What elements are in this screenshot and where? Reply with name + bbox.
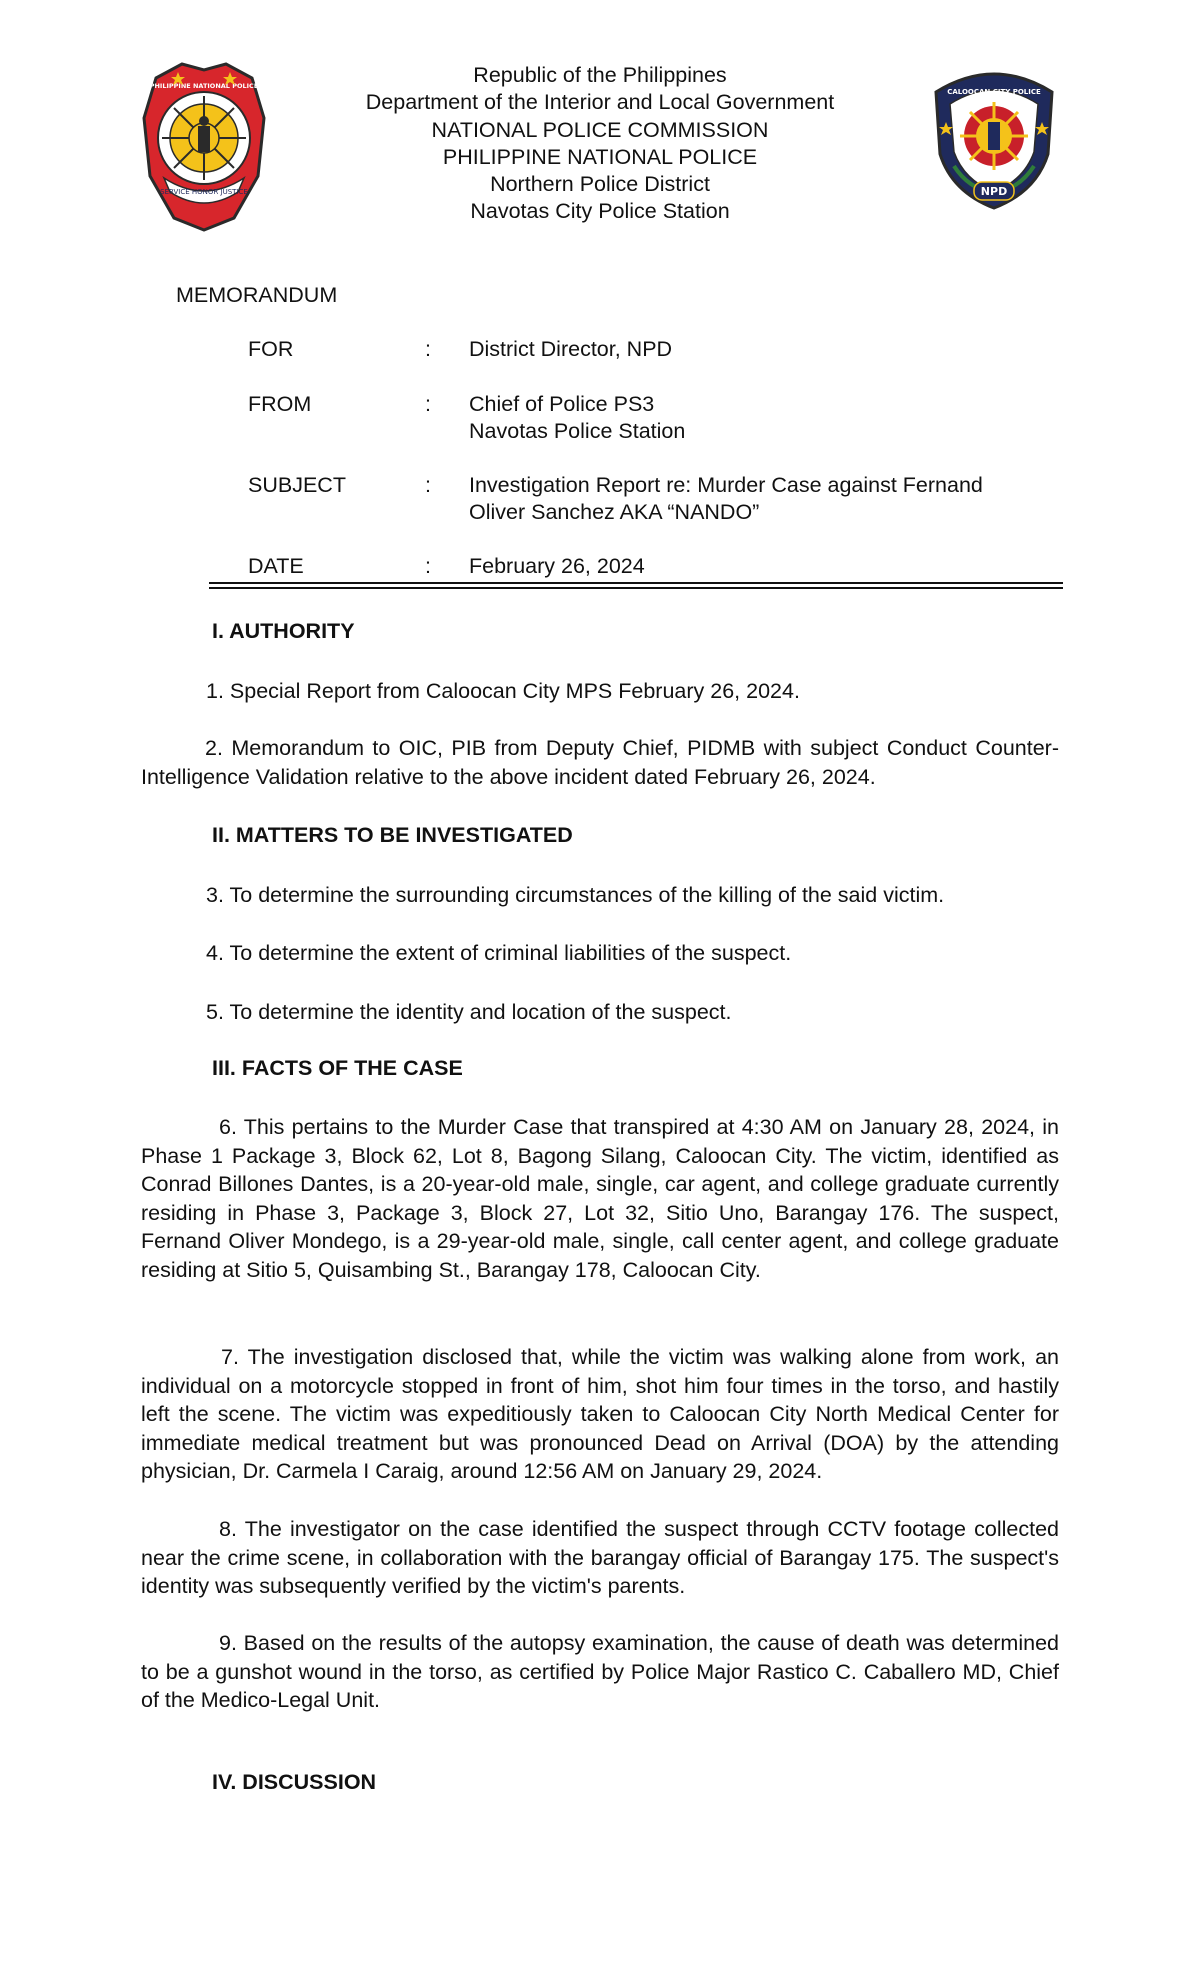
memorandum-title: MEMORANDUM [176, 283, 338, 307]
caloocan-police-badge-logo [928, 62, 1060, 212]
memo-from-label: FROM [248, 392, 312, 416]
memo-from-colon: : [425, 392, 431, 416]
letterhead-line-republic: Republic of the Philippines [473, 63, 727, 87]
section-discussion-heading: IV. DISCUSSION [212, 1770, 377, 1794]
paragraph-7: 7. The investigation disclosed that, while the victim was walking alone from work, an individual on a motorcycle stopped in front of him, shot him four times in the torso, and hastily left the scene. The victim was expeditiously taken to Caloocan City North Medical Center for immediate medical treatment but was pronounced Dead on Arrival (DOA) by the attending physician, Dr. Carmela I Caraig, around 12:56 AM on January 29, 2024. [141, 1345, 1059, 1484]
memo-for-label: FOR [248, 337, 294, 361]
paragraph-6: 6. This pertains to the Murder Case that transpired at 4:30 AM on January 28, 2024, in Phase 1 Package 3, Block 62, Lot 8, Bagong Silang, Caloocan City. The victim, identified as Conrad Billones Dantes, is a 20-year-old male, single, car agent, and college graduate currently residing in Phase 3, Package 3, Block 27, Lot 32, Sitio Uno, Barangay 176. The suspect, Fernand Oliver Mondego, is a 29-year-old male, single, call center agent, and college graduate residing at Sitio 5, Quisambing St., Barangay 178, Caloocan City. [141, 1115, 1059, 1282]
section-matters-heading: II. MATTERS TO BE INVESTIGATED [212, 823, 573, 847]
memo-date-value: February 26, 2024 [469, 554, 645, 578]
memo-date-colon: : [425, 554, 431, 578]
letterhead-line-dilg: Department of the Interior and Local Government [365, 90, 835, 115]
pnp-seal-logo [138, 58, 270, 232]
memo-subject-value-1: Investigation Report re: Murder Case against Fernand [469, 473, 983, 497]
memo-subject-value-2: Oliver Sanchez AKA “NANDO” [469, 500, 760, 524]
pnp-motto-text: SERVICE HONOR JUSTICE [160, 188, 248, 196]
pnp-ring-text: PHILIPPINE NATIONAL POLICE [149, 82, 259, 90]
paragraph-8: 8. The investigator on the case identified the suspect through CCTV footage collected near the crime scene, in collaboration with the barangay official of Barangay 175. The suspect's identity was subsequently verified by the victim's parents. [141, 1517, 1059, 1599]
paragraph-4: 4. To determine the extent of criminal liabilities of the suspect. [206, 941, 792, 965]
letterhead-line-napolcom: NATIONAL POLICE COMMISSION [431, 117, 769, 142]
memo-subject-label: SUBJECT [248, 473, 346, 497]
memo-from-value-1: Chief of Police PS3 [469, 392, 655, 416]
memo-for-colon: : [425, 337, 431, 361]
paragraph-5: 5. To determine the identity and location of the suspect. [206, 1000, 732, 1024]
section-facts-heading: III. FACTS OF THE CASE [212, 1056, 463, 1080]
paragraph-1: 1. Special Report from Caloocan City MPS February 26, 2024. [206, 679, 800, 703]
memo-for-value: District Director, NPD [469, 337, 673, 361]
memo-date-label: DATE [248, 554, 304, 578]
paragraph-3: 3. To determine the surrounding circumstances of the killing of the said victim. [206, 883, 945, 907]
caloocan-ring-text: CALOOCAN CITY POLICE [947, 88, 1041, 96]
letterhead-line-pnp: PHILIPPINE NATIONAL POLICE [442, 144, 758, 169]
header-divider-top [209, 582, 1063, 584]
letterhead-line-station: Navotas City Police Station [470, 199, 730, 224]
header-divider-bottom [209, 587, 1063, 589]
npd-badge-text: NPD [980, 185, 1008, 198]
section-authority-heading: I. AUTHORITY [212, 619, 355, 643]
paragraph-9: 9. Based on the results of the autopsy examination, the cause of death was determined to be a gunshot wound in the torso, as certified by Police Major Rastico C. Caballero MD, Chief of the Medico-Legal Unit. [141, 1631, 1059, 1713]
memo-subject-colon: : [425, 473, 431, 497]
memo-from-value-2: Navotas Police Station [469, 419, 686, 443]
letterhead [300, 62, 900, 226]
letterhead-line-district: Northern Police District [490, 172, 710, 197]
paragraph-2: 2. Memorandum to OIC, PIB from Deputy Chief, PIDMB with subject Conduct Counter-Intelligence Validation relative to the above incident dated February 26, 2024. [141, 736, 1059, 789]
